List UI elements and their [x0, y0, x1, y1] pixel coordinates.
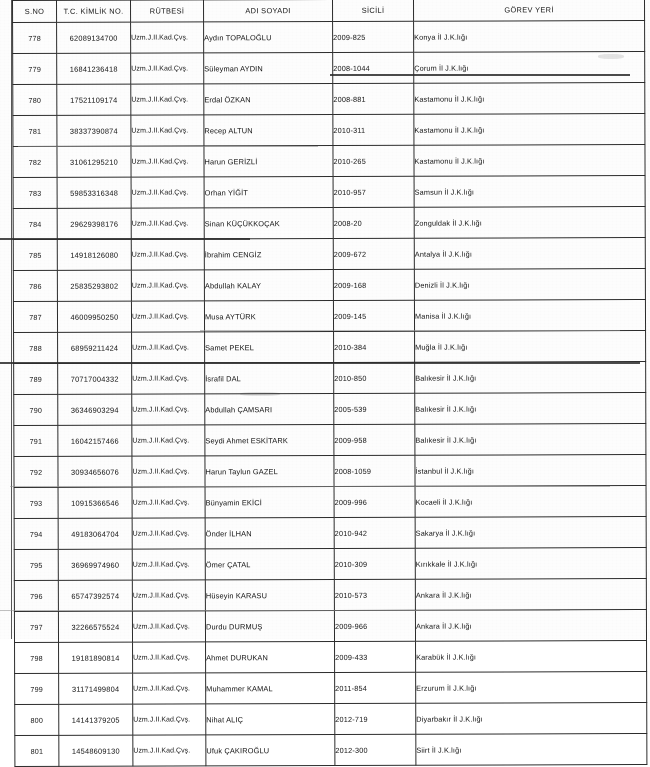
cell-rutbe: Uzm.J.II.Kad.Çvş.	[132, 425, 205, 456]
cell-rutbe: Uzm.J.II.Kad.Çvş.	[132, 611, 205, 642]
cell-tc: 59853316348	[57, 177, 131, 208]
table-row	[14, 517, 646, 550]
cell-sicil: 2009-958	[334, 424, 415, 455]
cell-ad: Sinan KÜÇÜKKOÇAK	[204, 207, 333, 238]
cell-ad: Hüseyin KARASU	[205, 579, 334, 610]
column-header-sno: S.NO	[13, 0, 57, 22]
cell-sno: 785	[13, 239, 57, 270]
cell-sicil: 2009-825	[333, 21, 414, 52]
table-row	[13, 145, 645, 178]
cell-sicil: 2010-573	[334, 579, 415, 610]
cell-sno: 787	[13, 301, 57, 332]
cell-rutbe: Uzm.J.II.Kad.Çvş.	[132, 518, 205, 549]
cell-gorev: Konya İl J.K.lığı	[414, 21, 645, 53]
cell-rutbe: Uzm.J.II.Kad.Çvş.	[131, 270, 204, 301]
cell-rutbe: Uzm.J.II.Kad.Çvş.	[133, 642, 206, 673]
column-header-gorev: GÖREV YERİ	[413, 0, 644, 21]
cell-tc: 62089134700	[57, 22, 131, 53]
cell-tc: 14918126080	[57, 239, 131, 270]
cell-tc: 70717004332	[58, 363, 132, 394]
cell-rutbe: Uzm.J.II.Kad.Çvş.	[133, 735, 206, 766]
table-row	[14, 579, 646, 612]
cell-rutbe: Uzm.J.II.Kad.Çvş.	[131, 115, 204, 146]
table-row	[13, 300, 645, 333]
cell-sicil: 2010-311	[333, 114, 414, 145]
cell-tc: 14548609130	[59, 735, 133, 766]
cell-tc: 17521109174	[57, 84, 131, 115]
cell-tc: 16841236418	[57, 53, 131, 84]
cell-tc: 32266575524	[58, 611, 132, 642]
cell-sno: 796	[14, 580, 58, 611]
cell-ad: İsrafil DAL	[205, 362, 334, 393]
cell-ad: Erdal ÖZKAN	[204, 83, 333, 114]
table-row	[15, 734, 647, 767]
cell-ad: İbrahim CENGİZ	[204, 238, 333, 269]
cell-sno: 801	[15, 735, 59, 766]
cell-ad: Recep ALTUN	[204, 114, 333, 145]
cell-tc: 31061295210	[57, 146, 131, 177]
cell-sno: 799	[15, 673, 59, 704]
cell-gorev: Karabük İl J.K.lığı	[416, 641, 647, 673]
table-row	[13, 176, 645, 209]
cell-ad: Ahmet DURUKAN	[206, 641, 335, 672]
cell-gorev: Kastamonu İl J.K.lığı	[414, 145, 645, 177]
cell-tc: 36346903294	[58, 394, 132, 425]
cell-sno: 779	[13, 53, 57, 84]
cell-sicil: 2009-966	[334, 610, 415, 641]
cell-sicil: 2010-957	[333, 176, 414, 207]
table-body	[13, 21, 647, 767]
cell-sicil: 2012-300	[335, 734, 416, 765]
scan-smudge	[240, 392, 280, 396]
table-row	[13, 238, 645, 271]
cell-sno: 793	[14, 487, 58, 518]
cell-sno: 788	[14, 332, 58, 363]
cell-rutbe: Uzm.J.II.Kad.Çvş.	[133, 673, 206, 704]
cell-rutbe: Uzm.J.II.Kad.Çvş.	[132, 580, 205, 611]
cell-tc: 25835293802	[57, 270, 131, 301]
cell-ad: Harun GERİZLİ	[204, 145, 333, 176]
table-row	[14, 548, 646, 581]
cell-ad: Harun Taylun GAZEL	[205, 455, 334, 486]
table-row	[15, 703, 647, 736]
cell-gorev: Muğla İl J.K.lığı	[415, 331, 646, 363]
cell-rutbe: Uzm.J.II.Kad.Çvş.	[132, 487, 205, 518]
cell-sno: 780	[13, 84, 57, 115]
cell-tc: 19181890814	[59, 642, 133, 673]
cell-tc: 68959211424	[58, 332, 132, 363]
cell-sno: 778	[13, 22, 57, 53]
cell-sno: 797	[14, 611, 58, 642]
cell-gorev: Diyarbakır İl J.K.lığı	[416, 703, 647, 735]
cell-gorev: Balıkesir İl J.K.lığı	[415, 362, 646, 394]
cell-sicil: 2009-672	[333, 238, 414, 269]
cell-sno: 792	[14, 456, 58, 487]
cell-tc: 14141379205	[59, 704, 133, 735]
cell-gorev: Çorum İl J.K.lığı	[414, 52, 645, 84]
cell-gorev: Sakarya İl J.K.lığı	[415, 517, 646, 549]
cell-rutbe: Uzm.J.II.Kad.Çvş.	[131, 239, 204, 270]
column-header-ad: ADI SOYADI	[204, 0, 333, 22]
cell-sicil: 2010-850	[334, 362, 415, 393]
cell-ad: Abdullah ÇAMSARI	[205, 393, 334, 424]
cell-ad: Abdullah KALAY	[204, 269, 333, 300]
cell-sno: 784	[13, 208, 57, 239]
cell-ad: Bünyamin EKİCİ	[205, 486, 334, 517]
cell-sicil: 2009-433	[335, 641, 416, 672]
table-row	[15, 672, 647, 705]
table-header	[13, 0, 645, 22]
scan-artifact-rule	[0, 238, 250, 240]
cell-tc: 46009950250	[57, 301, 131, 332]
cell-tc: 36969974960	[58, 549, 132, 580]
cell-gorev: Ankara İl J.K.lığı	[415, 610, 646, 642]
scan-artifact-rule	[0, 362, 640, 364]
cell-sicil: 2008-20	[333, 207, 414, 238]
cell-sno: 791	[14, 425, 58, 456]
cell-sicil: 2010-309	[334, 548, 415, 579]
cell-gorev: Kastamonu İl J.K.lığı	[414, 83, 645, 115]
cell-sicil: 2008-1044	[333, 52, 414, 83]
table-row	[15, 641, 647, 674]
cell-rutbe: Uzm.J.II.Kad.Çvş.	[132, 549, 205, 580]
cell-sno: 795	[14, 549, 58, 580]
cell-sicil: 2009-996	[334, 486, 415, 517]
cell-ad: Önder İLHAN	[205, 517, 334, 548]
cell-rutbe: Uzm.J.II.Kad.Çvş.	[131, 301, 204, 332]
table-row	[13, 83, 645, 116]
cell-gorev: Antalya İl J.K.lığı	[414, 238, 645, 270]
cell-gorev: Zonguldak İl J.K.lığı	[414, 207, 645, 239]
cell-gorev: Balıkesir İl J.K.lığı	[415, 424, 646, 456]
cell-sno: 781	[13, 115, 57, 146]
table-row	[14, 486, 646, 519]
table-row	[13, 114, 645, 147]
table-row	[13, 21, 645, 54]
cell-ad: Musa AYTÜRK	[204, 300, 333, 331]
cell-gorev: Siirt İl J.K.lığı	[416, 734, 647, 766]
table-row	[14, 455, 646, 488]
cell-sicil: 2010-942	[334, 517, 415, 548]
cell-rutbe: Uzm.J.II.Kad.Çvş.	[131, 53, 204, 84]
cell-sno: 782	[13, 146, 57, 177]
cell-rutbe: Uzm.J.II.Kad.Çvş.	[131, 84, 204, 115]
table-row	[14, 393, 646, 426]
cell-ad: Süleyman AYDIN	[204, 52, 333, 83]
cell-gorev: Kastamonu İl J.K.lığı	[414, 114, 645, 146]
column-header-rutbe: RÜTBESİ	[131, 0, 204, 22]
header-row	[13, 0, 645, 22]
cell-sno: 800	[15, 704, 59, 735]
cell-sno: 786	[13, 270, 57, 301]
cell-gorev: Samsun İl J.K.lığı	[414, 176, 645, 208]
cell-sicil: 2010-384	[334, 331, 415, 362]
cell-gorev: İstanbul İl J.K.lığı	[415, 455, 646, 487]
cell-ad: Muhammer KAMAL	[206, 672, 335, 703]
cell-ad: Aydın TOPALOĞLU	[204, 21, 333, 52]
cell-tc: 30934656076	[58, 456, 132, 487]
table-row	[14, 610, 646, 643]
cell-gorev: Manisa İl J.K.lığı	[414, 300, 645, 332]
table-row	[13, 207, 645, 240]
scan-artifact-rule	[0, 610, 560, 611]
cell-gorev: Kocaeli İl J.K.lığı	[415, 486, 646, 518]
cell-rutbe: Uzm.J.II.Kad.Çvş.	[131, 22, 204, 53]
scan-artifact-rule	[10, 486, 610, 487]
cell-ad: Nihat ALIÇ	[206, 703, 335, 734]
cell-ad: Samet PEKEL	[205, 331, 334, 362]
cell-sicil: 2009-145	[333, 300, 414, 331]
cell-tc: 38337390874	[57, 115, 131, 146]
scan-artifact-rule	[200, 330, 620, 331]
personnel-roster-table	[12, 0, 647, 767]
cell-gorev: Balıkesir İl J.K.lığı	[415, 393, 646, 425]
cell-tc: 49183064704	[58, 518, 132, 549]
cell-sno: 783	[13, 177, 57, 208]
cell-sicil: 2008-1059	[334, 455, 415, 486]
cell-sicil: 2008-881	[333, 83, 414, 114]
cell-sno: 789	[14, 363, 58, 394]
cell-sicil: 2009-168	[333, 269, 414, 300]
cell-gorev: Erzurum İl J.K.lığı	[416, 672, 647, 704]
cell-sicil: 2010-265	[333, 145, 414, 176]
scan-artifact-rule	[330, 74, 630, 76]
roster-table-container	[12, 0, 640, 767]
cell-sicil: 2012-719	[335, 703, 416, 734]
cell-rutbe: Uzm.J.II.Kad.Çvş.	[132, 332, 205, 363]
cell-ad: Orhan YİĞİT	[204, 176, 333, 207]
cell-tc: 31171499804	[59, 673, 133, 704]
table-row	[14, 424, 646, 457]
table-row	[13, 269, 645, 302]
cell-rutbe: Uzm.J.II.Kad.Çvş.	[132, 363, 205, 394]
cell-gorev: Ankara İl J.K.lığı	[415, 579, 646, 611]
cell-rutbe: Uzm.J.II.Kad.Çvş.	[132, 394, 205, 425]
cell-sno: 790	[14, 394, 58, 425]
table-row	[14, 331, 646, 364]
cell-sicil: 2011-854	[335, 672, 416, 703]
cell-ad: Ufuk ÇAKIROĞLU	[206, 734, 335, 765]
cell-ad: Ömer ÇATAL	[205, 548, 334, 579]
cell-ad: Seydi Ahmet ESKİTARK	[205, 424, 334, 455]
cell-tc: 65747392574	[58, 580, 132, 611]
cell-tc: 16042157466	[58, 425, 132, 456]
cell-tc: 10915366546	[58, 487, 132, 518]
cell-rutbe: Uzm.J.II.Kad.Çvş.	[131, 208, 204, 239]
column-header-sicil: SİCİLİ	[333, 0, 414, 21]
scan-artifact-rule	[18, 146, 318, 147]
cell-rutbe: Uzm.J.II.Kad.Çvş.	[131, 146, 204, 177]
cell-gorev: Denizli İl J.K.lığı	[414, 269, 645, 301]
table-row	[13, 52, 645, 85]
cell-ad: Durdu DURMUŞ	[205, 610, 334, 641]
cell-rutbe: Uzm.J.II.Kad.Çvş.	[133, 704, 206, 735]
cell-tc: 29629398176	[57, 208, 131, 239]
cell-rutbe: Uzm.J.II.Kad.Çvş.	[132, 456, 205, 487]
cell-rutbe: Uzm.J.II.Kad.Çvş.	[131, 177, 204, 208]
table-row	[14, 362, 646, 395]
cell-sno: 798	[15, 642, 59, 673]
scan-smudge	[598, 54, 624, 59]
cell-sicil: 2005-539	[334, 393, 415, 424]
column-header-tc: T.C. KİMLİK NO.	[57, 0, 131, 22]
cell-gorev: Kırıkkale İl J.K.lığı	[415, 548, 646, 580]
cell-sno: 794	[14, 518, 58, 549]
